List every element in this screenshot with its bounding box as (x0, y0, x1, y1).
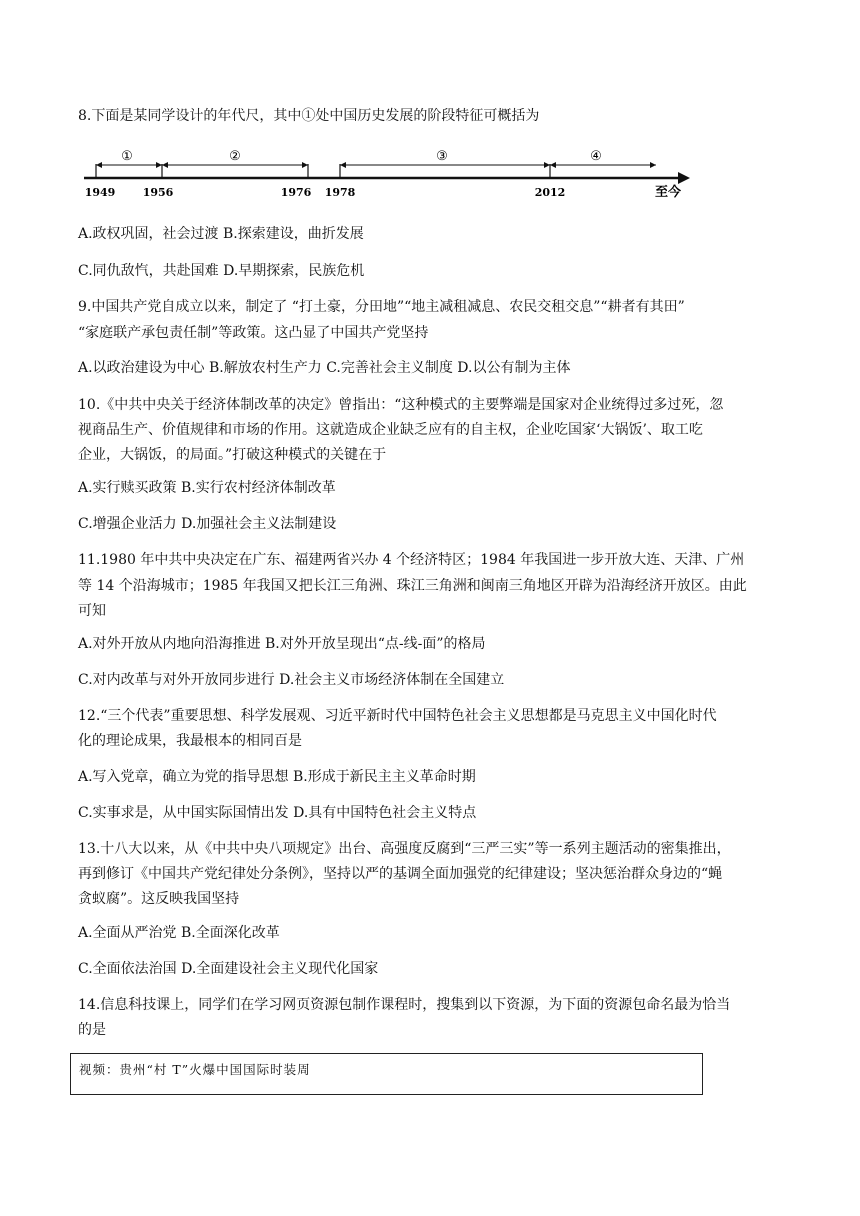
timeline-segment: ① (121, 149, 133, 164)
timeline-year: 1978 (324, 186, 356, 199)
q10-stem-line3: 企业，大锅饭，的局面。”打破这种模式的关键在于 (78, 447, 387, 463)
q8-stem: 8.下面是某同学设计的年代尺，其中①处中国历史发展的阶段特征可概括为 (78, 108, 540, 124)
q8-options-ab: A.政权巩固，社会过渡 B.探索建设，曲折发展 (78, 226, 364, 242)
q11-options-ab: A.对外开放从内地向沿海推进 B.对外开放呈现出“点-线-面”的格局 (78, 636, 486, 652)
q9-stem-line1: 9.中国共产党自成立以来，制定了 “打土豪，分田地”“地主减租减息、农民交租交息”“耕者有其田” (78, 299, 685, 315)
timeline-segment: ④ (590, 149, 602, 164)
timeline-year: 1956 (142, 186, 174, 199)
q10-options-cd: C.增强企业活力 D.加强社会主义法制建设 (78, 516, 337, 532)
q14-stem-line1: 14.信息科技课上，同学们在学习网页资源包制作课程时，搜集到以下资源，为下面的资源包命名最为恰当 (78, 997, 731, 1013)
q9-stem-line2: “家庭联产承包责任制”等政策。这凸显了中国共产党坚持 (78, 325, 429, 341)
q11-stem-line2: 等 14 个沿海城市；1985 年我国又把长江三角洲、珠江三角洲和闽南三角地区开辟为沿海经济开放区。由此 (78, 578, 747, 594)
q8-options-cd: C.同仇敌忾，共赴国难 D.早期探索，民族危机 (78, 263, 365, 279)
timeline-segment: ② (229, 149, 241, 164)
q11-options-cd: C.对内改革与对外开放同步进行 D.社会主义市场经济体制在全国建立 (78, 672, 505, 688)
q13-options-ab: A.全面从严治党 B.全面深化改革 (78, 925, 280, 941)
timeline-year: 1976 (280, 186, 312, 199)
q9-options: A.以政治建设为中心 B.解放农村生产力 C.完善社会主义制度 D.以公有制为主体 (78, 360, 571, 376)
q14-stem-line2: 的是 (78, 1022, 106, 1038)
resource-box-text: 视频：贵州“村 T”火爆中国国际时装周 (79, 1062, 311, 1077)
q13-stem-line2: 再到修订《中国共产党纪律处分条例》，坚持以严的基调全面加强党的纪律建设；坚决惩治群众身边的“蝇 (78, 866, 723, 882)
q11-stem-line3: 可知 (78, 603, 106, 619)
q13-stem-line1: 13.十八大以来，从《中共中央八项规定》出台、高强度反腐到“三严三实”等一系列主题活动的密集推出， (78, 841, 731, 857)
q12-stem-line1: 12.“三个代表”重要思想、科学发展观、习近平新时代中国特色社会主义思想都是马克思主义中国化时代 (78, 708, 717, 724)
q10-options-ab: A.实行赎买政策 B.实行农村经济体制改革 (78, 480, 336, 496)
q10-stem-line1: 10.《中共中央关于经济体制改革的决定》曾指出：“这种模式的主要弊端是国家对企业统得过多过死，忽 (78, 397, 724, 413)
q13-options-cd: C.全面依法治国 D.全面建设社会主义现代化国家 (78, 961, 379, 977)
q12-stem-line2: 化的理论成果，我最根本的相同百是 (78, 733, 302, 749)
resource-box (70, 1053, 703, 1095)
timeline-year: 至今 (654, 185, 682, 200)
q12-options-cd: C.实事求是，从中国实际国情出发 D.具有中国特色社会主义特点 (78, 805, 477, 821)
q10-stem-line2: 视商品生产、价值规律和市场的作用。这就造成企业缺乏应有的自主权，企业吃国家‘大锅饭’、取工吃 (78, 422, 703, 438)
q12-options-ab: A.写入党章，确立为党的指导思想 B.形成于新民主主义革命时期 (78, 769, 476, 785)
timeline-segment: ③ (436, 149, 448, 164)
timeline-year: 2012 (534, 186, 566, 199)
q11-stem-line1: 11.1980 年中共中央决定在广东、福建两省兴办 4 个经济特区；1984 年我国进一步开放大连、天津、广州 (78, 552, 745, 568)
q13-stem-line3: 贪蚁腐”。这反映我国坚持 (78, 891, 240, 907)
timeline-ruler (78, 140, 718, 205)
timeline-year: 1949 (84, 186, 116, 199)
